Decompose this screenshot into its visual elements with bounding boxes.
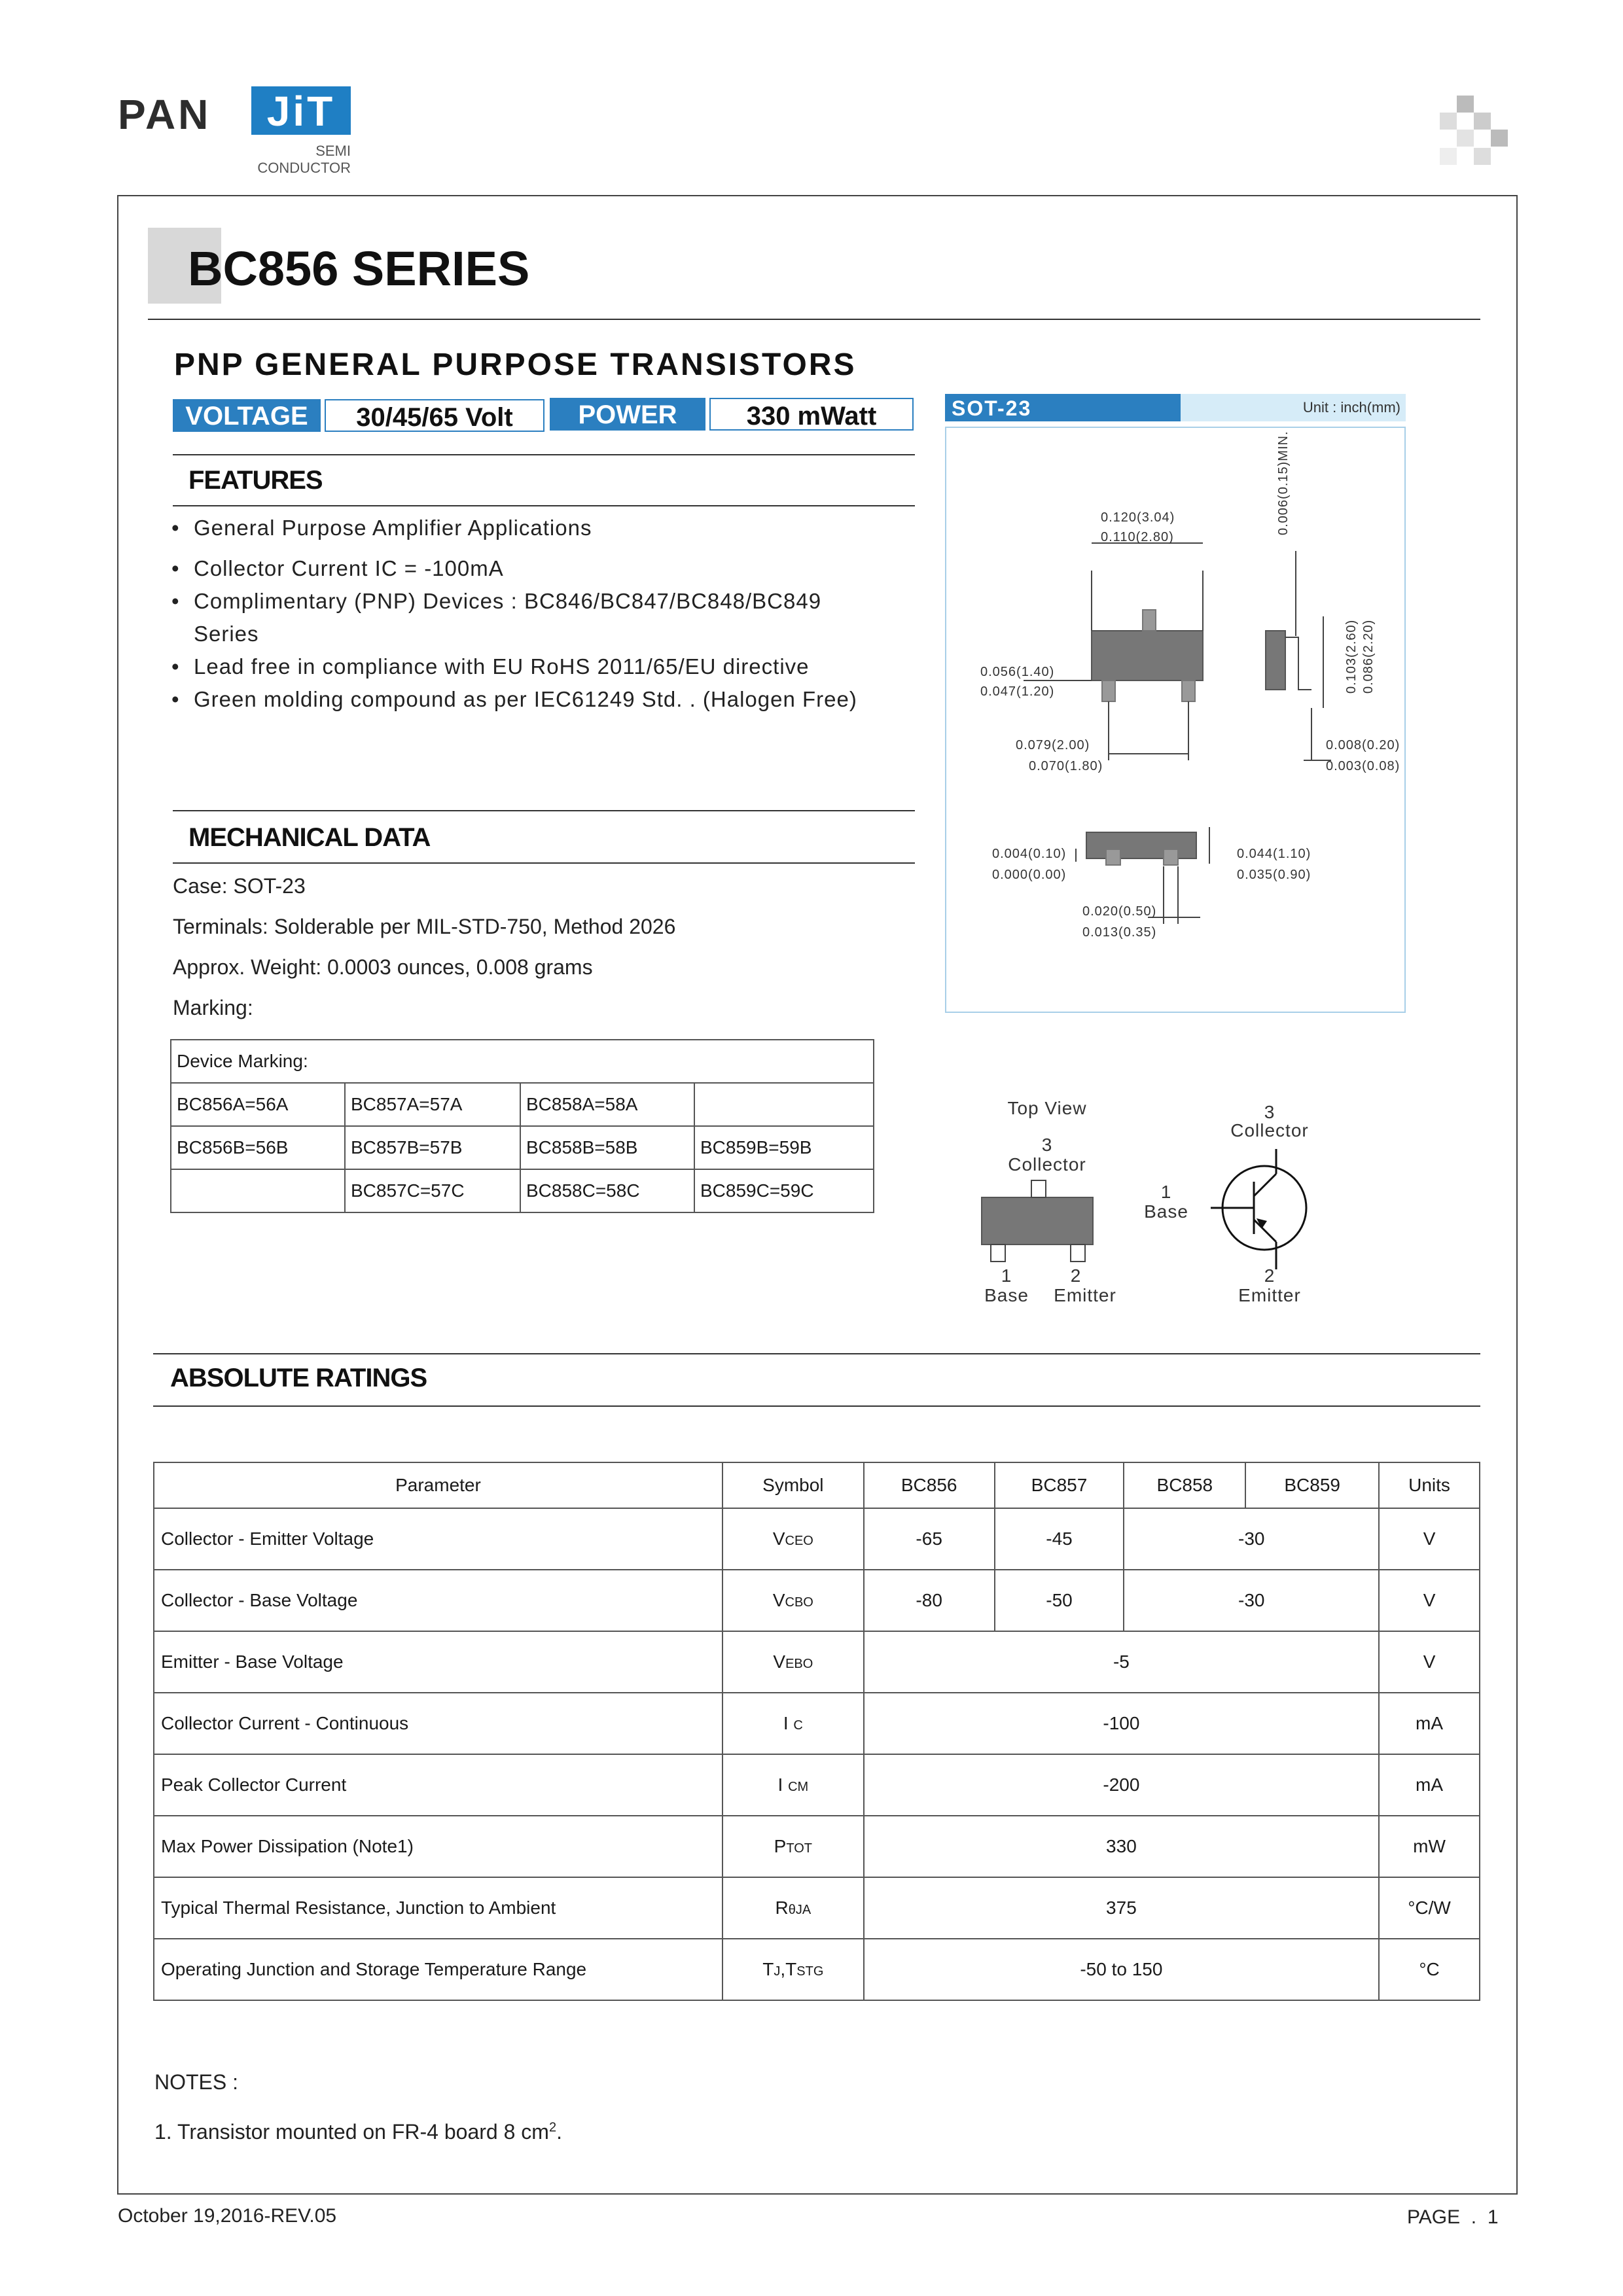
table-row [154, 1816, 1480, 1877]
checker-pattern-icon [1440, 96, 1512, 169]
pkg-pin1-name: Base [984, 1285, 1029, 1305]
param-cell: Peak Collector Current [154, 1754, 722, 1816]
symbol-cell: VEBO [722, 1631, 864, 1693]
dim-thick-max: 0.008(0.20) [1326, 738, 1400, 752]
value-cell: 375 [864, 1877, 1379, 1939]
package-name: SOT-23 [945, 394, 1181, 421]
col-header: BC857 [995, 1462, 1124, 1508]
value-cell: -200 [864, 1754, 1379, 1816]
feature-item: • Complimentary (PNP) Devices : BC846/BC847/BC848/BC849 [171, 589, 822, 613]
table-cell: BC858B=58B [520, 1126, 694, 1169]
sot23-top-view-icon [975, 1171, 1132, 1269]
dim-standoff-max: 0.004(0.10) [992, 847, 1067, 861]
dim-foot-min: 0.013(0.35) [1082, 925, 1157, 940]
unit-cell: mA [1379, 1693, 1480, 1754]
dim-total-h-max: 0.044(1.10) [1237, 847, 1311, 861]
param-cell: Max Power Dissipation (Note1) [154, 1816, 722, 1877]
unit-cell: V [1379, 1570, 1480, 1631]
value-cell: -65 [864, 1508, 995, 1570]
table-cell: BC858C=58C [520, 1169, 694, 1212]
table-row [154, 1693, 1480, 1754]
power-value: 330 mWatt [709, 398, 914, 431]
sot23-outline-drawing [945, 427, 1406, 1013]
col-header: BC858 [1124, 1462, 1245, 1508]
dim-width-min: 0.110(2.80) [1101, 530, 1174, 544]
table-cell: BC859B=59B [694, 1126, 874, 1169]
subtitle: PNP GENERAL PURPOSE TRANSISTORS [174, 347, 857, 382]
table-row [154, 1508, 1480, 1570]
logo-jit-badge: JiT [251, 86, 351, 135]
symbol-cell: VCEO [722, 1508, 864, 1570]
table-row [154, 1754, 1480, 1816]
table-cell: BC857A=57A [345, 1083, 520, 1126]
symbol-cell: I CM [722, 1754, 864, 1816]
param-cell: Typical Thermal Resistance, Junction to Ambient [154, 1877, 722, 1939]
pkg-pin3-num: 3 [1041, 1135, 1053, 1155]
param-cell: Collector Current - Continuous [154, 1693, 722, 1754]
sym-pin3-num: 3 [1264, 1102, 1275, 1122]
param-cell: Emitter - Base Voltage [154, 1631, 722, 1693]
top-view-label: Top View [1007, 1098, 1087, 1118]
sym-pin1-name: Base [1144, 1201, 1188, 1222]
logo-semi: SEMI [315, 143, 351, 159]
value-cell: -45 [995, 1508, 1124, 1570]
table-row [154, 1939, 1480, 2000]
unit-cell: °C [1379, 1939, 1480, 2000]
symbol-cell: TJ,TSTG [722, 1939, 864, 2000]
pkg-pin1-num: 1 [1001, 1265, 1012, 1286]
value-cell: -5 [864, 1631, 1379, 1693]
table-row [171, 1083, 874, 1126]
value-cell: 330 [864, 1816, 1379, 1877]
table-row [154, 1877, 1480, 1939]
dim-height-max: 0.103(2.60) [1344, 619, 1359, 694]
pnp-transistor-symbol-icon [1191, 1145, 1322, 1276]
title-divider [148, 319, 1480, 320]
col-header: Units [1379, 1462, 1480, 1508]
ratings-table [153, 1462, 1480, 2001]
value-cell: -50 [995, 1570, 1124, 1631]
feature-item-cont: Series [194, 622, 259, 646]
unit-cell: °C/W [1379, 1877, 1480, 1939]
unit-cell: V [1379, 1508, 1480, 1570]
feature-item: • Green molding compound as per IEC61249 Std. . (Halogen Free) [171, 687, 857, 711]
dim-height-min: 0.086(2.20) [1361, 619, 1376, 694]
param-cell: Collector - Emitter Voltage [154, 1508, 722, 1570]
value-cell: -100 [864, 1693, 1379, 1754]
symbol-cell: VCBO [722, 1570, 864, 1631]
value-cell: -30 [1124, 1508, 1379, 1570]
dim-thick-min: 0.003(0.08) [1326, 759, 1400, 773]
dim-standoff-min: 0.000(0.00) [992, 868, 1067, 882]
footer-date: October 19,2016-REV.05 [118, 2205, 337, 2227]
dim-body-min: 0.047(1.20) [980, 684, 1055, 699]
table-cell: BC856B=56B [171, 1126, 345, 1169]
logo-pan-text: PAN [118, 91, 211, 138]
table-cell: BC856A=56A [171, 1083, 345, 1126]
table-row [171, 1126, 874, 1169]
features-heading: FEATURES [188, 466, 323, 495]
dim-body-max: 0.056(1.40) [980, 665, 1055, 679]
sym-pin2-name: Emitter [1238, 1285, 1301, 1305]
col-header: Symbol [722, 1462, 864, 1508]
mechanical-top-rule [173, 810, 915, 811]
mech-terminals: Terminals: Solderable per MIL-STD-750, Method 2026 [173, 915, 676, 938]
ratings-bottom-rule [153, 1405, 1480, 1407]
sym-pin2-num: 2 [1264, 1265, 1275, 1286]
table-cell: BC859C=59C [694, 1169, 874, 1212]
dim-lead-min: 0.006(0.15)MIN. [1276, 431, 1291, 535]
voltage-value: 30/45/65 Volt [325, 399, 544, 432]
table-cell: BC857B=57B [345, 1126, 520, 1169]
feature-item: • Lead free in compliance with EU RoHS 2011/65/EU directive [171, 654, 810, 679]
page-title: BC856 SERIES [188, 241, 530, 296]
dim-pitch-max: 0.079(2.00) [1016, 738, 1090, 752]
table-cell: BC857C=57C [345, 1169, 520, 1212]
feature-item: • General Purpose Amplifier Applications [171, 516, 592, 540]
feature-item: • Collector Current IC = -100mA [171, 556, 504, 580]
notes-heading: NOTES : [154, 2070, 239, 2094]
power-label: POWER [550, 398, 705, 431]
features-bottom-rule [173, 505, 915, 506]
logo-conductor: CONDUCTOR [257, 160, 351, 176]
pkg-pin2-name: Emitter [1054, 1285, 1116, 1305]
ratings-heading: ABSOLUTE RATINGS [170, 1364, 427, 1392]
table-row [154, 1570, 1480, 1631]
mechanical-bottom-rule [173, 862, 915, 864]
symbol-cell: I C [722, 1693, 864, 1754]
dim-width-max: 0.120(3.04) [1101, 510, 1175, 525]
symbol-cell: PTOT [722, 1816, 864, 1877]
col-header: Parameter [154, 1462, 722, 1508]
table-row [154, 1631, 1480, 1693]
col-header: BC856 [864, 1462, 995, 1508]
marking-table [170, 1039, 874, 1213]
unit-cell: mA [1379, 1754, 1480, 1816]
table-row [154, 1462, 1480, 1508]
mech-weight: Approx. Weight: 0.0003 ounces, 0.008 grams [173, 955, 593, 979]
pkg-pin2-num: 2 [1070, 1265, 1082, 1286]
mech-marking: Marking: [173, 996, 253, 1019]
table-row [171, 1040, 874, 1083]
dim-foot-max: 0.020(0.50) [1082, 904, 1157, 919]
col-header: BC859 [1245, 1462, 1379, 1508]
param-cell: Operating Junction and Storage Temperature Range [154, 1939, 722, 2000]
package-unit: Unit : inch(mm) [1302, 399, 1400, 415]
footer-page: PAGE . 1 [1407, 2206, 1499, 2228]
table-row [171, 1169, 874, 1212]
value-cell: -50 to 150 [864, 1939, 1379, 2000]
dim-total-h-min: 0.035(0.90) [1237, 868, 1311, 882]
mechanical-heading: MECHANICAL DATA [188, 823, 431, 852]
voltage-label: VOLTAGE [173, 399, 321, 432]
symbol-cell: RθJA [722, 1877, 864, 1939]
features-top-rule [173, 454, 915, 455]
param-cell: Collector - Base Voltage [154, 1570, 722, 1631]
table-cell [694, 1083, 874, 1126]
mech-case: Case: SOT-23 [173, 874, 306, 898]
pkg-pin3-name: Collector [1008, 1154, 1086, 1174]
marking-header: Device Marking: [171, 1040, 874, 1083]
dim-pitch-min: 0.070(1.80) [1029, 759, 1103, 773]
value-cell: -80 [864, 1570, 995, 1631]
table-cell [171, 1169, 345, 1212]
sym-pin3-name: Collector [1230, 1120, 1309, 1140]
unit-cell: mW [1379, 1816, 1480, 1877]
note-1: 1. Transistor mounted on FR-4 board 8 $cm^2$. [154, 2120, 562, 2144]
sym-pin1-num: 1 [1160, 1182, 1172, 1202]
unit-cell: V [1379, 1631, 1480, 1693]
package-header [945, 394, 1406, 421]
ratings-top-rule [153, 1353, 1480, 1354]
value-cell: -30 [1124, 1570, 1379, 1631]
table-cell: BC858A=58A [520, 1083, 694, 1126]
